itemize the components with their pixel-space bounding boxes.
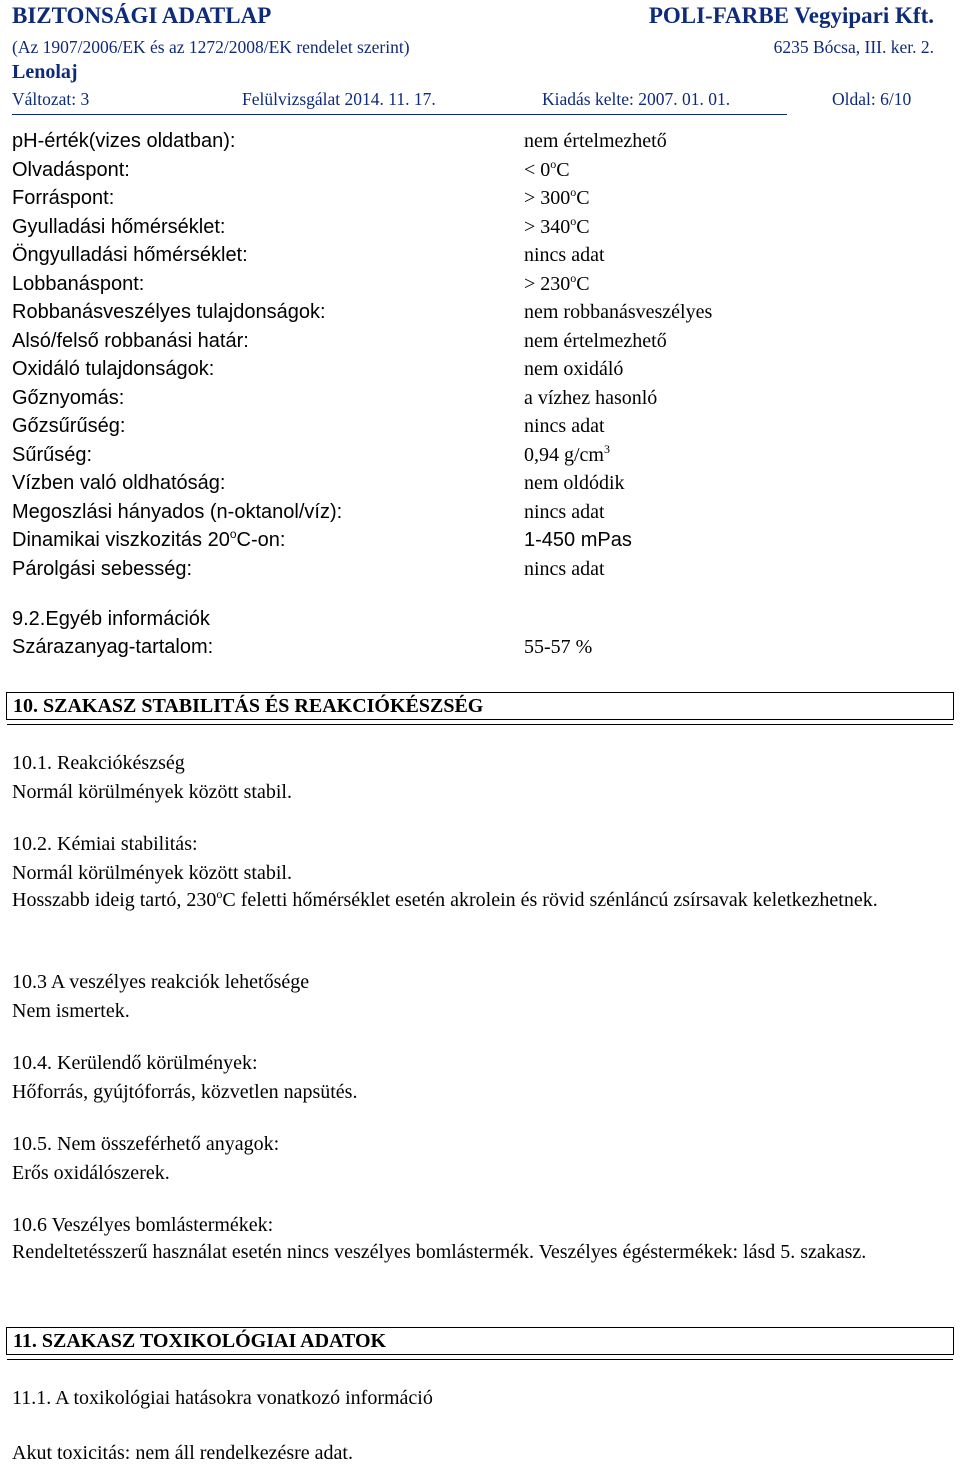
subsection-text: Hőforrás, gyújtóforrás, közvetlen napsütés. <box>12 1081 358 1103</box>
property-value: nincs adat <box>524 415 605 437</box>
property-label: Robbanásveszélyes tulajdonságok: <box>12 301 326 323</box>
property-row <box>12 330 942 358</box>
property-value: > $300^oC$ <box>524 185 590 209</box>
section-11-title: 11. SZAKASZ TOXIKOLÓGIAI ADATOK <box>13 1330 387 1352</box>
property-value: nem oldódik <box>524 472 625 494</box>
property-label: Párolgási sebesség: <box>12 557 193 580</box>
property-value: 0,94 $g/cm^3$ <box>524 441 610 466</box>
subsection-text: Normál körülmények között stabil. <box>12 862 292 884</box>
property-value: nem oxidáló <box>524 358 624 380</box>
property-row <box>12 387 942 415</box>
subsection-text: Akut toxicitás: nem áll rendelkezésre adat. <box>12 1442 353 1464</box>
property-row <box>12 301 942 329</box>
property-value: > $230^oC$ <box>524 270 590 295</box>
subsection-paragraph: Hosszabb ideig tartó, 230$^o$C feletti hőmérséklet esetén akrolein és rövid szénláncú zsírsavak keletkezhetnek. <box>12 887 878 911</box>
property-value: nem robbanásveszélyes <box>524 301 713 323</box>
revision-date: Felülvizsgálat 2014. 11. 17. <box>242 89 436 109</box>
section-divider <box>7 724 953 725</box>
property-row <box>12 501 942 529</box>
property-value: nincs adat <box>524 244 605 266</box>
subsection-heading: 10.4. Kerülendő körülmények: <box>12 1052 258 1074</box>
section-10-title: 10. SZAKASZ STABILITÁS ÉS REAKCIÓKÉSZSÉG <box>13 695 484 717</box>
property-label: Gőzsűrűség: <box>12 415 126 437</box>
property-label: Sűrűség: <box>12 443 93 466</box>
property-label: pH-érték(vizes oldatban): <box>12 130 236 152</box>
version-label: Változat: 3 <box>12 89 90 109</box>
property-row <box>12 270 942 301</box>
subsection-text: Nem ismertek. <box>12 1000 130 1022</box>
property-label: Forráspont: <box>12 187 115 209</box>
dry-matter-value: 55-57 % <box>524 636 593 658</box>
property-value: nincs adat <box>524 557 605 580</box>
property-label: Olvadáspont: <box>12 158 130 181</box>
subsection-paragraph: Rendeltetésszerű használat esetén nincs veszélyes bomlástermék. Veszélyes égéstermékek: lásd 5. szakasz. <box>12 1241 867 1263</box>
property-value: > $340^oC$ <box>524 213 590 238</box>
property-label: Oxidáló tulajdonságok: <box>12 358 215 380</box>
property-value: a vízhez hasonló <box>524 386 658 409</box>
subsection-heading: 10.1. Reakciókészség <box>12 752 185 774</box>
property-label: Öngyulladási hőmérséklet: <box>12 244 248 266</box>
property-row <box>12 358 942 386</box>
property-value: nem értelmezhető <box>524 329 667 352</box>
property-row <box>12 472 942 500</box>
document-header-version <box>12 89 934 110</box>
property-label: Megoszlási hányados (n-oktanol/víz): <box>12 500 343 523</box>
regulation-text: (Az 1907/2006/EK és az 1272/2008/EK rendelet szerint) <box>12 37 410 57</box>
property-row <box>12 244 942 272</box>
subsection-heading: 10.5. Nem összeférhető anyagok: <box>12 1133 280 1155</box>
property-label: Dinamikai viszkozitás 20$^o$C-on: <box>12 527 286 551</box>
property-value: nincs adat <box>524 500 605 523</box>
product-name: Lenolaj <box>12 61 78 83</box>
property-row <box>12 156 942 187</box>
subsection-heading: 10.3 A veszélyes reakciók lehetősége <box>12 971 310 993</box>
company-name: POLI-FARBE Vegyipari Kft. <box>648 3 934 28</box>
property-label: Gyulladási hőmérséklet: <box>12 215 226 238</box>
property-value: nem értelmezhető <box>524 130 667 152</box>
document-header-regulation <box>12 37 934 58</box>
issue-date: Kiadás kelte: 2007. 01. 01. <box>542 89 731 109</box>
subsection-text: Normál körülmények között stabil. <box>12 781 292 803</box>
section-11-header <box>6 1327 954 1355</box>
company-address: 6235 Bócsa, III. ker. 2. <box>773 37 934 57</box>
section-divider <box>7 1359 953 1360</box>
dry-matter-label: Szárazanyag-tartalom: <box>12 636 214 658</box>
property-row <box>12 187 942 215</box>
property-row <box>12 130 942 158</box>
property-row <box>12 415 942 443</box>
document-title: BIZTONSÁGI ADATLAP <box>12 3 272 28</box>
property-label: Lobbanáspont: <box>12 272 145 295</box>
property-value: 1-450 mPas <box>524 529 632 551</box>
header-divider <box>12 114 787 115</box>
subsection-heading: 10.2. Kémiai stabilitás: <box>12 833 198 855</box>
property-label: Alsó/felső robbanási határ: <box>12 329 249 352</box>
document-header-title <box>12 3 934 29</box>
section-10-header <box>6 692 954 720</box>
property-row <box>12 558 942 586</box>
property-row <box>12 213 942 244</box>
property-value: < $0^oC$ <box>524 156 570 181</box>
page-number: Oldal: 6/10 <box>832 89 912 109</box>
subsection-heading: 10.6 Veszélyes bomlástermékek: <box>12 1214 274 1236</box>
subsection-heading: 11.1. A toxikológiai hatásokra vonatkozó információ <box>12 1387 433 1409</box>
property-label: Gőznyomás: <box>12 386 125 409</box>
property-row <box>12 441 942 472</box>
property-label: Vízben való oldhatóság: <box>12 472 226 494</box>
property-row <box>12 529 942 557</box>
other-info-heading: 9.2.Egyéb információk <box>12 608 210 630</box>
subsection-text: Erős oxidálószerek. <box>12 1162 170 1184</box>
